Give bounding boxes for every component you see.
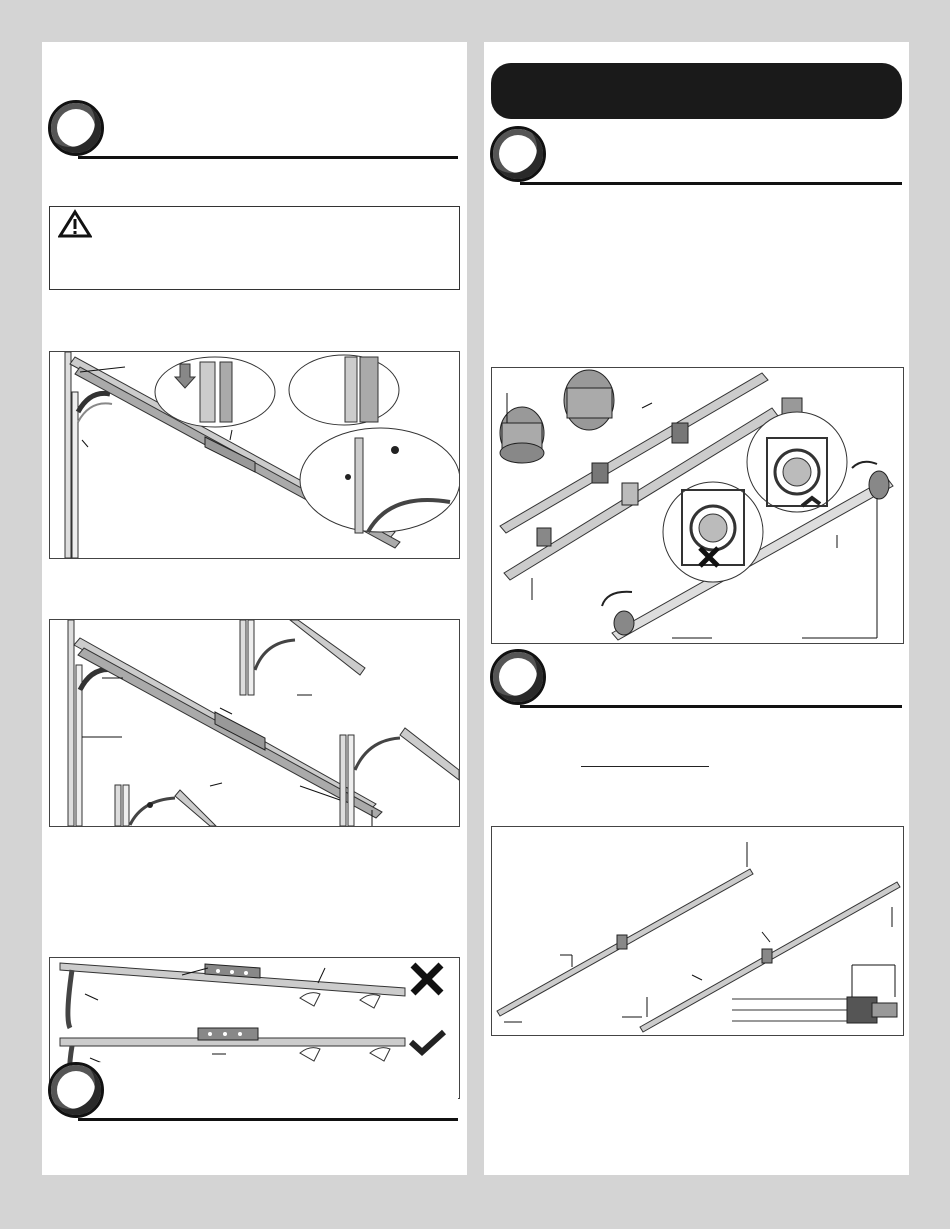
torsion-tubes-figure	[491, 826, 904, 1036]
track-installation-figure	[49, 351, 460, 559]
step-number-circle	[48, 1062, 104, 1118]
track-bracket-figure	[49, 619, 460, 827]
torsion-tubes-drawing	[492, 827, 903, 1035]
step-number-circle	[490, 649, 546, 705]
x-mark-icon	[408, 960, 446, 998]
step-header-1	[48, 100, 458, 160]
left-column	[42, 42, 467, 1175]
check-mark-icon	[408, 1028, 448, 1058]
torsion-tube-assembly-drawing	[492, 368, 903, 643]
warning-triangle-icon	[58, 209, 92, 239]
warning-box	[49, 206, 460, 290]
track-bracket-drawing	[50, 620, 459, 826]
step-header-bar	[78, 1062, 458, 1121]
track-installation-drawing	[50, 352, 459, 558]
right-column	[484, 42, 909, 1175]
torsion-tube-assembly-figure	[491, 367, 904, 644]
section-banner	[491, 63, 902, 119]
step-header-bar	[520, 126, 902, 185]
step-header-bar	[520, 649, 902, 708]
step-number-circle	[490, 126, 546, 182]
step-header-3	[490, 126, 902, 186]
step-header-2	[48, 1062, 458, 1122]
underline-rule	[581, 766, 709, 767]
step-header-bar	[78, 100, 458, 159]
step-number-circle	[48, 100, 104, 156]
step-header-4	[490, 649, 902, 709]
